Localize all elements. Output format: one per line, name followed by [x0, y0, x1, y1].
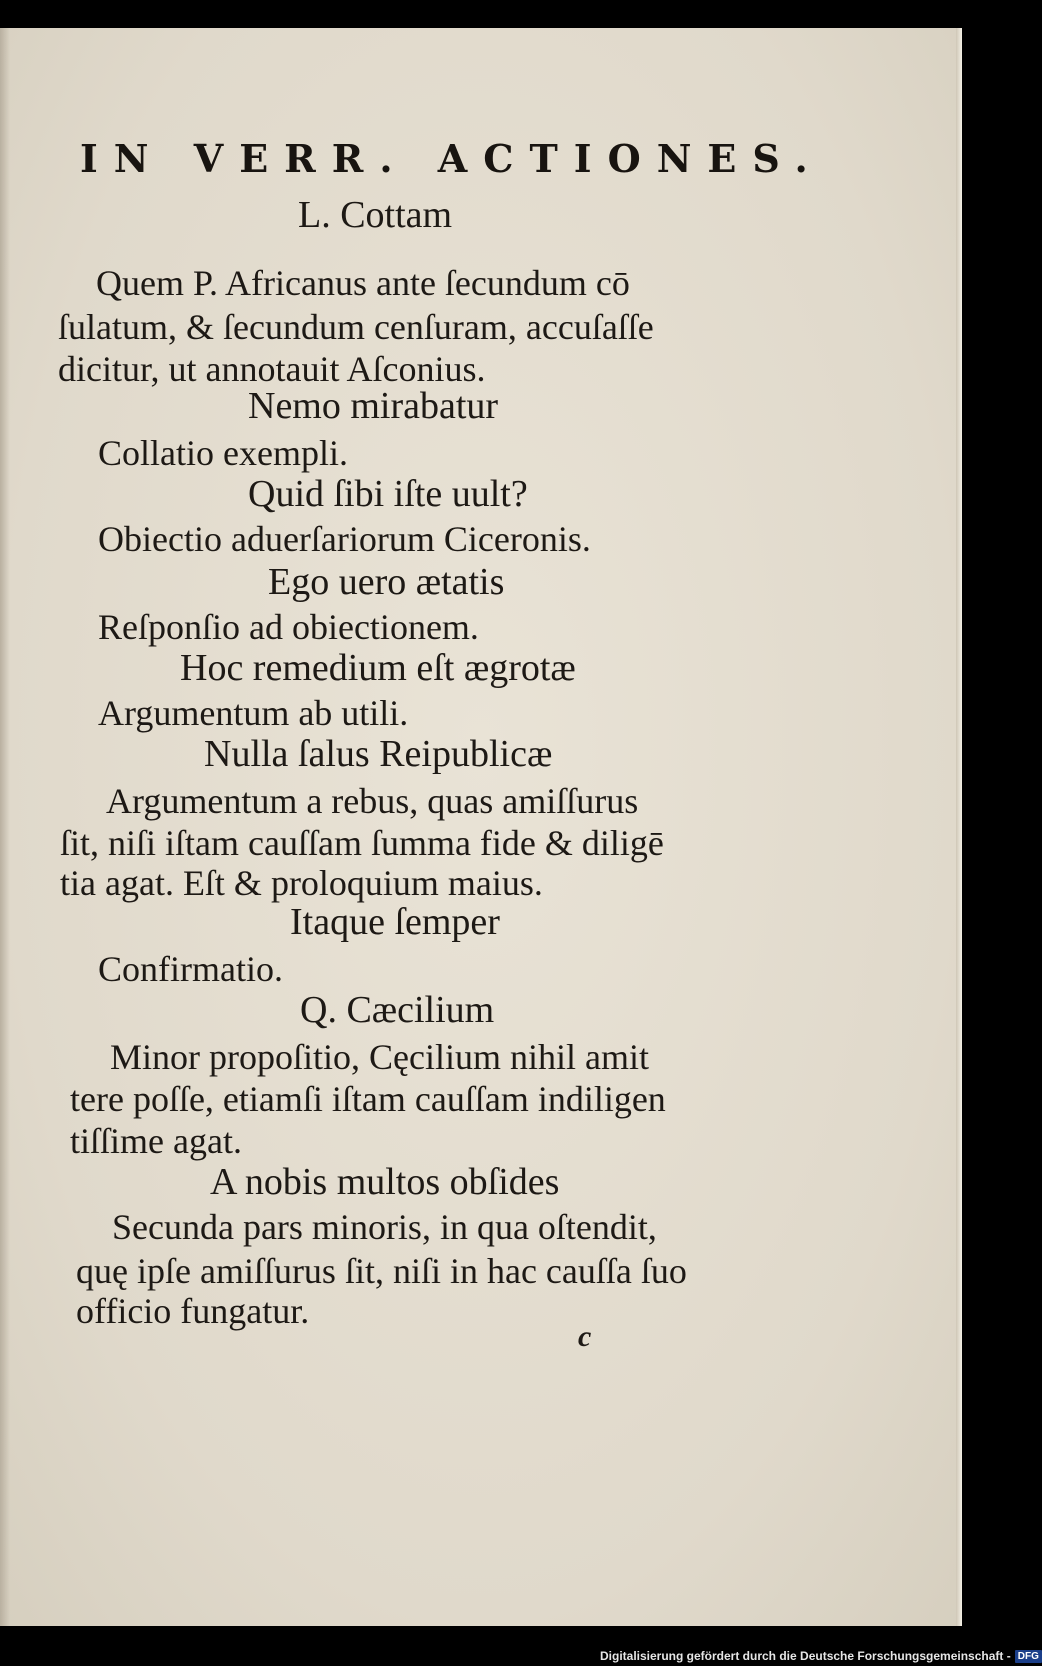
page-edge [956, 28, 962, 1626]
lemma-line: Ego uero ætatis [268, 561, 505, 603]
comment-line: Secunda pars minoris, in qua oſtendit, [112, 1207, 657, 1247]
gutter-shadow [0, 28, 10, 1626]
comment-line: ſulatum, & ſecundum cenſuram, accuſaſſe [58, 307, 654, 347]
comment-line: Quem P. Africanus ante ſecundum cō [96, 263, 630, 303]
comment-line: Obiectio aduerſariorum Ciceronis. [98, 519, 591, 559]
lemma-line: Nulla ſalus Reipublicæ [204, 733, 553, 775]
comment-line: tere poſſe, etiamſi iſtam cauſſam indiligen [70, 1079, 666, 1119]
lemma-line: Quid ſibi iſte uult? [248, 473, 528, 515]
comment-line: quę ipſe amiſſurus ſit, niſi in hac cauſſa ſuo [76, 1251, 687, 1291]
lemma-line: Hoc remedium eſt ægrotæ [180, 647, 576, 689]
signature-mark: c [578, 1320, 592, 1353]
lemma-line: Nemo mirabatur [248, 385, 499, 427]
lemma-line: Itaque ſemper [290, 901, 500, 943]
book-page [0, 28, 962, 1626]
comment-line: Minor propoſitio, Cęcilium nihil amit [110, 1037, 649, 1077]
comment-line: Confirmatio. [98, 949, 283, 989]
dfg-logo-icon: DFG [1015, 1650, 1042, 1663]
running-head: IN VERR. ACTIONES. [80, 136, 824, 181]
digitization-credit [600, 1648, 1042, 1664]
lemma-line: L. Cottam [298, 194, 453, 236]
comment-line: Argumentum ab utili. [98, 693, 409, 733]
comment-line: officio fungatur. [76, 1291, 310, 1331]
comment-line: ſit, niſi iſtam cauſſam ſumma fide & diligē [60, 823, 664, 863]
comment-line: Argumentum a rebus, quas amiſſurus [106, 781, 639, 821]
comment-line: tia agat. Eſt & proloquium maius. [60, 863, 543, 903]
lemma-line: Q. Cæcilium [300, 989, 495, 1031]
lemma-line: A nobis multos obſides [210, 1161, 560, 1203]
comment-line: tiſſime agat. [70, 1121, 242, 1161]
comment-line: dicitur, ut annotauit Aſconius. [58, 349, 486, 389]
comment-line: Reſponſio ad obiectionem. [98, 607, 479, 647]
comment-line: Collatio exempli. [98, 433, 348, 473]
credit-text: Digitalisierung gefördert durch die Deutsche Forschungsgemeinschaft - [600, 1649, 1011, 1663]
